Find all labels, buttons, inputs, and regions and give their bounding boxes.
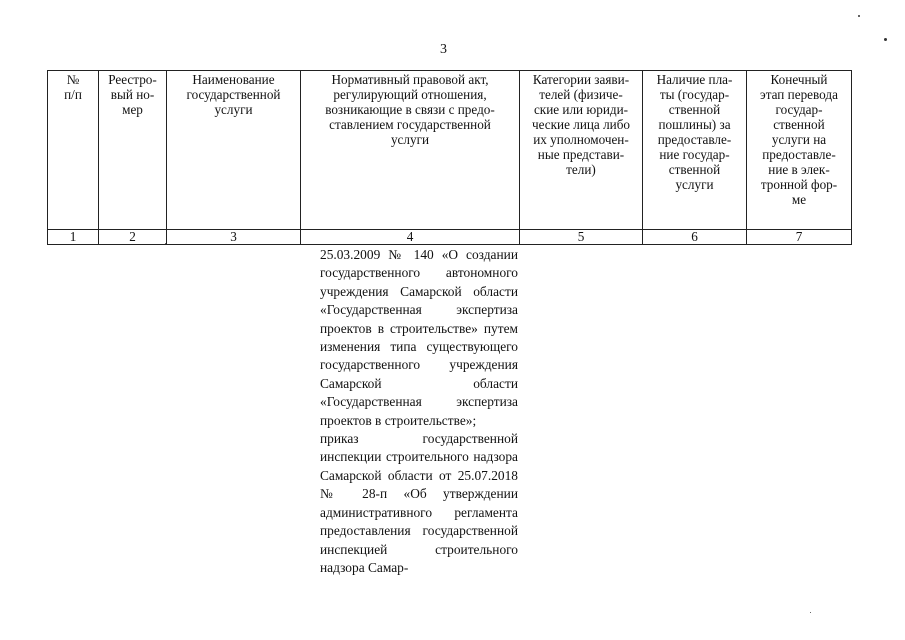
header-registry-number: Реестро- вый но- мер (99, 71, 167, 230)
legal-act-continuation (320, 246, 518, 577)
column-number-6: 6 (643, 230, 747, 245)
header-number: № п/п (48, 71, 99, 230)
page-number: 3 (440, 42, 447, 57)
header-legal-act: Нормативный правовой акт, регулирующий отношения, возникающие в связи с предо- ставлением государственной услуги (301, 71, 520, 230)
header-fee: Наличие пла- ты (государ- ственной пошлины) за предоставле- ние государ- ственной услуги (643, 71, 747, 230)
scan-speck (884, 38, 887, 41)
column-number-7: 7 (747, 230, 852, 245)
column-numbering-row (48, 230, 852, 245)
scan-speck (165, 243, 166, 244)
header-row (48, 71, 852, 230)
column-number-5: 5 (520, 230, 643, 245)
scan-speck (858, 15, 860, 17)
column-number-1: 1 (48, 230, 99, 245)
header-applicant-categories: Категории заяви- телей (физиче- ские или юриди- ческие лица либо их уполномочен- ные представи- тели) (520, 71, 643, 230)
header-electronic-stage: Конечный этап перевода государ- ственной услуги на предоставле- ние в элек- тронной фор- ме (747, 71, 852, 230)
scan-speck (810, 612, 811, 613)
legal-act-paragraph: приказ государственной инспекции строительного надзора Самарской области от 25.07.2018 № 28-п «Об утверждении административного регламента предоставления государственной инспекцией строительного надзора Самар- (320, 431, 518, 575)
column-number-3: 3 (167, 230, 301, 245)
header-service-name: Наименование государственной услуги (167, 71, 301, 230)
legal-act-paragraph: 25.03.2009 № 140 «О создании государственного автономного учреждения Самарской области «Государственная экспертиза проектов в строительстве» путем изменения типа существующего государственного учреждения Самарской области «Государственная экспертиза проектов в строительстве»; (320, 247, 518, 428)
registry-table (47, 70, 852, 245)
column-number-4: 4 (301, 230, 520, 245)
column-number-2: 2 (99, 230, 167, 245)
